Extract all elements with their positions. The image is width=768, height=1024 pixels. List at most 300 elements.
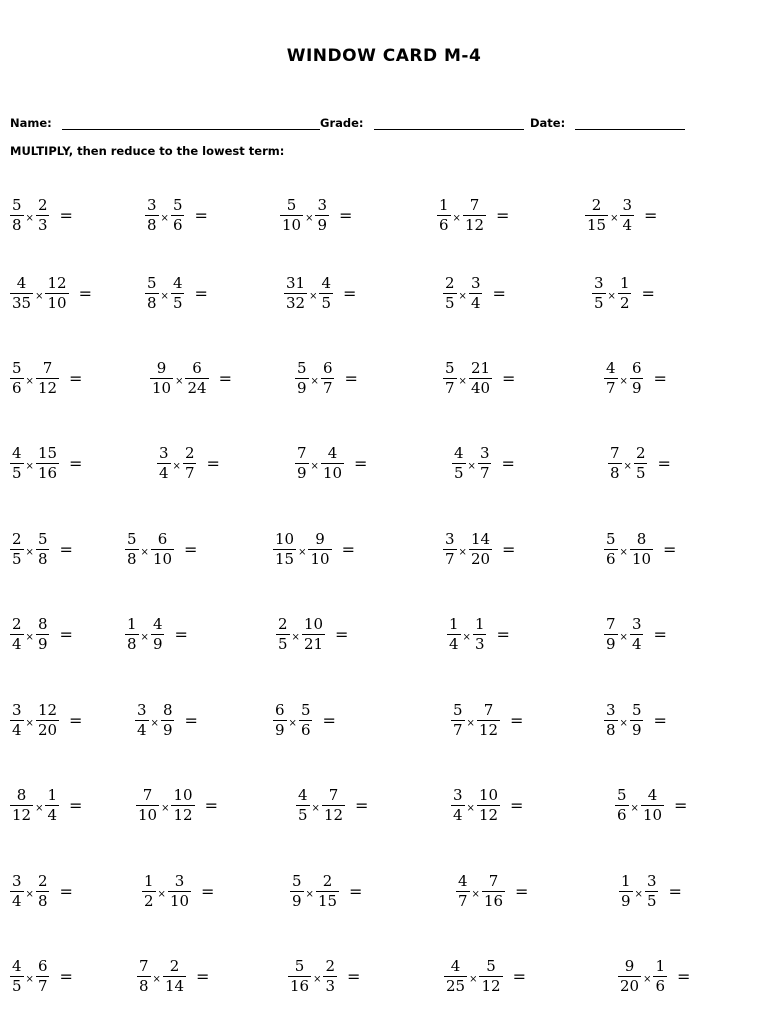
equals-sign: =: [641, 284, 655, 303]
denominator: 5: [635, 464, 646, 482]
second-fraction: [463, 196, 486, 235]
denominator: 9: [631, 721, 642, 739]
multiply-sign: ×: [291, 632, 300, 643]
equals-sign: =: [78, 284, 92, 303]
second-fraction: [482, 872, 505, 911]
first-fraction: [447, 615, 461, 654]
numerator: 12: [37, 701, 58, 719]
numerator: 6: [37, 957, 48, 975]
numerator: 7: [483, 701, 494, 719]
first-fraction: [443, 359, 457, 398]
denominator: 4: [47, 806, 58, 824]
denominator: 6: [300, 721, 311, 739]
equals-sign: =: [59, 882, 73, 901]
denominator: 6: [655, 977, 666, 995]
numerator: 4: [12, 957, 22, 975]
first-fraction: [136, 786, 159, 825]
multiply-sign: ×: [623, 461, 632, 472]
numerator: 7: [139, 957, 149, 975]
denominator: 4: [12, 635, 22, 653]
denominator: 25: [446, 977, 466, 995]
multiply-sign: ×: [310, 376, 319, 387]
numerator: 3: [159, 444, 169, 462]
problem-6-4: [447, 615, 510, 654]
problem-10-1: [10, 957, 73, 996]
denominator: 6: [12, 379, 22, 397]
second-fraction: [641, 786, 664, 825]
second-fraction: [302, 615, 325, 654]
denominator: 4: [159, 464, 169, 482]
problem-9-3: [290, 872, 362, 911]
second-fraction: [171, 274, 185, 313]
multiply-sign: ×: [152, 974, 161, 985]
numerator: 4: [458, 872, 468, 890]
second-fraction: [308, 530, 331, 569]
second-fraction: [151, 530, 174, 569]
numerator: 10: [303, 615, 324, 633]
denominator: 8: [606, 721, 616, 739]
first-fraction: [135, 701, 149, 740]
second-fraction: [163, 957, 186, 996]
numerator: 1: [619, 274, 630, 292]
problem-2-2: [145, 274, 208, 313]
second-fraction: [321, 444, 344, 483]
numerator: 1: [127, 615, 137, 633]
denominator: 40: [470, 379, 491, 397]
equals-sign: =: [502, 369, 516, 388]
date-blank: [575, 116, 685, 130]
denominator: 10: [642, 806, 663, 824]
denominator: 6: [439, 216, 449, 234]
equals-sign: =: [69, 711, 83, 730]
numerator: 1: [449, 615, 459, 633]
first-fraction: [10, 530, 24, 569]
numerator: 10: [173, 786, 193, 804]
numerator: 2: [12, 530, 22, 548]
first-fraction: [585, 196, 608, 235]
equals-sign: =: [196, 967, 210, 986]
second-fraction: [36, 957, 50, 996]
first-fraction: [295, 444, 309, 483]
second-fraction: [477, 701, 500, 740]
equals-sign: =: [59, 625, 73, 644]
denominator: 15: [275, 550, 295, 568]
name-label: Name:: [10, 116, 52, 130]
numerator: 3: [12, 872, 22, 890]
denominator: 9: [162, 721, 173, 739]
numerator: 3: [12, 701, 22, 719]
denominator: 10: [322, 464, 343, 482]
second-fraction: [322, 786, 345, 825]
numerator: 4: [172, 274, 183, 292]
second-fraction: [183, 444, 197, 483]
first-fraction: [273, 701, 287, 740]
problem-4-2: [157, 444, 220, 483]
numerator: 3: [606, 701, 616, 719]
equals-sign: =: [657, 454, 671, 473]
first-fraction: [145, 196, 159, 235]
second-fraction: [168, 872, 191, 911]
numerator: 2: [169, 957, 180, 975]
problem-8-2: [136, 786, 218, 825]
numerator: 5: [37, 530, 48, 548]
equals-sign: =: [194, 206, 208, 225]
multiply-sign: ×: [452, 213, 461, 224]
first-fraction: [10, 872, 24, 911]
numerator: 4: [321, 274, 332, 292]
denominator: 9: [297, 464, 307, 482]
problem-5-4: [443, 530, 515, 569]
first-fraction: [10, 786, 33, 825]
denominator: 10: [152, 379, 172, 397]
multiply-sign: ×: [458, 547, 467, 558]
problem-1-4: [437, 196, 509, 235]
equals-sign: =: [341, 540, 355, 559]
numerator: 1: [144, 872, 154, 890]
denominator: 8: [127, 635, 137, 653]
numerator: 9: [156, 359, 167, 377]
multiply-sign: ×: [471, 889, 480, 900]
student-info-line: [10, 116, 730, 134]
denominator: 7: [458, 892, 468, 910]
numerator: 2: [325, 957, 336, 975]
numerator: 7: [297, 444, 307, 462]
first-fraction: [451, 786, 465, 825]
denominator: 6: [172, 216, 183, 234]
denominator: 12: [464, 216, 485, 234]
denominator: 16: [37, 464, 58, 482]
second-fraction: [618, 274, 632, 313]
equals-sign: =: [355, 796, 369, 815]
problem-1-2: [145, 196, 208, 235]
multiply-sign: ×: [311, 803, 320, 814]
problem-7-5: [604, 701, 667, 740]
equals-sign: =: [206, 454, 220, 473]
denominator: 8: [139, 977, 149, 995]
date-label: Date:: [530, 116, 566, 130]
multiply-sign: ×: [619, 632, 628, 643]
second-fraction: [316, 872, 339, 911]
problem-7-1: [10, 701, 82, 740]
denominator: 4: [449, 635, 459, 653]
problem-2-5: [592, 274, 655, 313]
first-fraction: [604, 359, 618, 398]
numerator: 1: [439, 196, 449, 214]
denominator: 5: [454, 464, 464, 482]
equals-sign: =: [59, 206, 73, 225]
denominator: 5: [12, 977, 22, 995]
numerator: 2: [278, 615, 288, 633]
denominator: 8: [37, 892, 48, 910]
denominator: 9: [152, 635, 163, 653]
numerator: 1: [655, 957, 666, 975]
multiply-sign: ×: [25, 718, 34, 729]
numerator: 3: [631, 615, 642, 633]
multiply-sign: ×: [643, 974, 652, 985]
second-fraction: [630, 359, 644, 398]
denominator: 8: [147, 216, 157, 234]
second-fraction: [630, 615, 644, 654]
first-fraction: [452, 444, 466, 483]
denominator: 21: [303, 635, 324, 653]
second-fraction: [161, 701, 175, 740]
problem-10-5: [618, 957, 690, 996]
numerator: 5: [486, 957, 496, 975]
numerator: 5: [445, 359, 455, 377]
numerator: 6: [157, 530, 168, 548]
denominator: 9: [317, 216, 328, 234]
second-fraction: [171, 196, 185, 235]
second-fraction: [630, 530, 653, 569]
numerator: 21: [470, 359, 491, 377]
denominator: 12: [37, 379, 58, 397]
multiply-sign: ×: [35, 803, 44, 814]
second-fraction: [634, 444, 648, 483]
numerator: 4: [298, 786, 308, 804]
denominator: 6: [617, 806, 627, 824]
problem-3-4: [443, 359, 515, 398]
numerator: 8: [162, 701, 173, 719]
denominator: 12: [173, 806, 193, 824]
numerator: 4: [454, 444, 464, 462]
first-fraction: [618, 957, 641, 996]
equals-sign: =: [344, 369, 358, 388]
denominator: 20: [37, 721, 58, 739]
numerator: 5: [12, 196, 22, 214]
problem-9-2: [142, 872, 214, 911]
problem-2-4: [443, 274, 506, 313]
first-fraction: [437, 196, 451, 235]
denominator: 5: [321, 294, 332, 312]
numerator: 7: [328, 786, 339, 804]
equals-sign: =: [496, 206, 510, 225]
first-fraction: [10, 196, 24, 235]
second-fraction: [45, 274, 68, 313]
denominator: 8: [147, 294, 157, 312]
denominator: 4: [12, 892, 22, 910]
multiply-sign: ×: [150, 718, 159, 729]
first-fraction: [608, 444, 622, 483]
multiply-sign: ×: [619, 376, 628, 387]
problem-9-4: [456, 872, 528, 911]
numerator: 3: [445, 530, 455, 548]
denominator: 8: [37, 550, 48, 568]
numerator: 5: [606, 530, 616, 548]
first-fraction: [10, 957, 24, 996]
second-fraction: [653, 957, 667, 996]
numerator: 2: [322, 872, 333, 890]
equals-sign: =: [653, 711, 667, 730]
second-fraction: [36, 615, 50, 654]
numerator: 5: [286, 196, 297, 214]
problem-8-5: [615, 786, 687, 825]
name-blank: [62, 116, 320, 130]
multiply-sign: ×: [305, 889, 314, 900]
denominator: 7: [453, 721, 463, 739]
denominator: 3: [325, 977, 336, 995]
numerator: 2: [635, 444, 646, 462]
problem-10-4: [444, 957, 526, 996]
problem-8-4: [451, 786, 523, 825]
multiply-sign: ×: [305, 213, 314, 224]
numerator: 10: [478, 786, 499, 804]
equals-sign: =: [174, 625, 188, 644]
multiply-sign: ×: [313, 974, 322, 985]
numerator: 6: [631, 359, 642, 377]
first-fraction: [288, 957, 311, 996]
equals-sign: =: [69, 796, 83, 815]
second-fraction: [319, 274, 333, 313]
equals-sign: =: [349, 882, 363, 901]
equals-sign: =: [354, 454, 368, 473]
denominator: 2: [619, 294, 630, 312]
denominator: 9: [621, 892, 631, 910]
equals-sign: =: [59, 967, 73, 986]
numerator: 3: [479, 444, 490, 462]
numerator: 9: [315, 530, 325, 548]
first-fraction: [619, 872, 633, 911]
problem-6-3: [276, 615, 348, 654]
second-fraction: [45, 786, 59, 825]
problem-10-3: [288, 957, 360, 996]
denominator: 9: [606, 635, 616, 653]
numerator: 5: [172, 196, 183, 214]
multiply-sign: ×: [288, 718, 297, 729]
denominator: 20: [470, 550, 491, 568]
denominator: 9: [292, 892, 302, 910]
numerator: 5: [300, 701, 311, 719]
first-fraction: [443, 530, 457, 569]
numerator: 2: [591, 196, 602, 214]
second-fraction: [477, 786, 500, 825]
first-fraction: [295, 359, 309, 398]
numerator: 4: [606, 359, 616, 377]
denominator: 16: [290, 977, 310, 995]
multiply-sign: ×: [25, 974, 34, 985]
equals-sign: =: [668, 882, 682, 901]
denominator: 10: [169, 892, 190, 910]
second-fraction: [473, 615, 487, 654]
numerator: 4: [152, 615, 163, 633]
denominator: 12: [481, 977, 501, 995]
first-fraction: [150, 359, 173, 398]
denominator: 12: [12, 806, 32, 824]
numerator: 6: [322, 359, 333, 377]
denominator: 5: [646, 892, 657, 910]
numerator: 5: [127, 530, 137, 548]
numerator: 3: [622, 196, 633, 214]
multiply-sign: ×: [25, 889, 34, 900]
first-fraction: [10, 444, 24, 483]
multiply-sign: ×: [462, 632, 471, 643]
multiply-sign: ×: [160, 213, 169, 224]
equals-sign: =: [69, 369, 83, 388]
numerator: 3: [470, 274, 481, 292]
numerator: 3: [646, 872, 657, 890]
numerator: 15: [37, 444, 58, 462]
multiply-sign: ×: [140, 632, 149, 643]
first-fraction: [604, 615, 618, 654]
problem-4-1: [10, 444, 82, 483]
equals-sign: =: [663, 540, 677, 559]
numerator: 5: [294, 957, 305, 975]
equals-sign: =: [492, 284, 506, 303]
problem-5-3: [273, 530, 355, 569]
first-fraction: [157, 444, 171, 483]
denominator: 32: [286, 294, 306, 312]
numerator: 31: [286, 274, 306, 292]
denominator: 3: [474, 635, 485, 653]
multiply-sign: ×: [466, 718, 475, 729]
numerator: 2: [37, 872, 48, 890]
equals-sign: =: [184, 540, 198, 559]
multiply-sign: ×: [458, 376, 467, 387]
problem-1-3: [280, 196, 352, 235]
second-fraction: [630, 701, 644, 740]
first-fraction: [443, 274, 457, 313]
first-fraction: [10, 359, 24, 398]
multiply-sign: ×: [160, 291, 169, 302]
multiply-sign: ×: [619, 547, 628, 558]
first-fraction: [592, 274, 606, 313]
first-fraction: [296, 786, 310, 825]
multiply-sign: ×: [175, 376, 184, 387]
denominator: 10: [282, 216, 302, 234]
denominator: 6: [606, 550, 616, 568]
multiply-sign: ×: [25, 461, 34, 472]
denominator: 5: [12, 464, 22, 482]
numerator: 6: [275, 701, 285, 719]
numerator: 5: [12, 359, 22, 377]
denominator: 7: [37, 977, 48, 995]
problem-4-4: [452, 444, 515, 483]
numerator: 12: [47, 274, 67, 292]
denominator: 7: [606, 379, 616, 397]
grade-label: Grade:: [320, 116, 364, 130]
second-fraction: [36, 530, 50, 569]
equals-sign: =: [343, 284, 357, 303]
problem-6-5: [604, 615, 667, 654]
numerator: 1: [621, 872, 631, 890]
second-fraction: [36, 872, 50, 911]
numerator: 4: [16, 274, 27, 292]
multiply-sign: ×: [607, 291, 616, 302]
multiply-sign: ×: [630, 803, 639, 814]
second-fraction: [469, 359, 492, 398]
denominator: 10: [152, 550, 173, 568]
denominator: 5: [278, 635, 288, 653]
denominator: 5: [12, 550, 22, 568]
denominator: 4: [622, 216, 633, 234]
numerator: 14: [470, 530, 491, 548]
equals-sign: =: [644, 206, 658, 225]
denominator: 5: [445, 294, 455, 312]
multiply-sign: ×: [458, 291, 467, 302]
second-fraction: [36, 444, 59, 483]
denominator: 4: [137, 721, 147, 739]
first-fraction: [10, 701, 24, 740]
grade-blank: [374, 116, 524, 130]
denominator: 10: [47, 294, 67, 312]
numerator: 3: [174, 872, 185, 890]
numerator: 5: [453, 701, 463, 719]
numerator: 7: [610, 444, 620, 462]
equals-sign: =: [204, 796, 218, 815]
numerator: 2: [184, 444, 195, 462]
worksheet-title: WINDOW CARD M-4: [286, 46, 482, 66]
first-fraction: [604, 530, 618, 569]
problem-4-5: [608, 444, 671, 483]
